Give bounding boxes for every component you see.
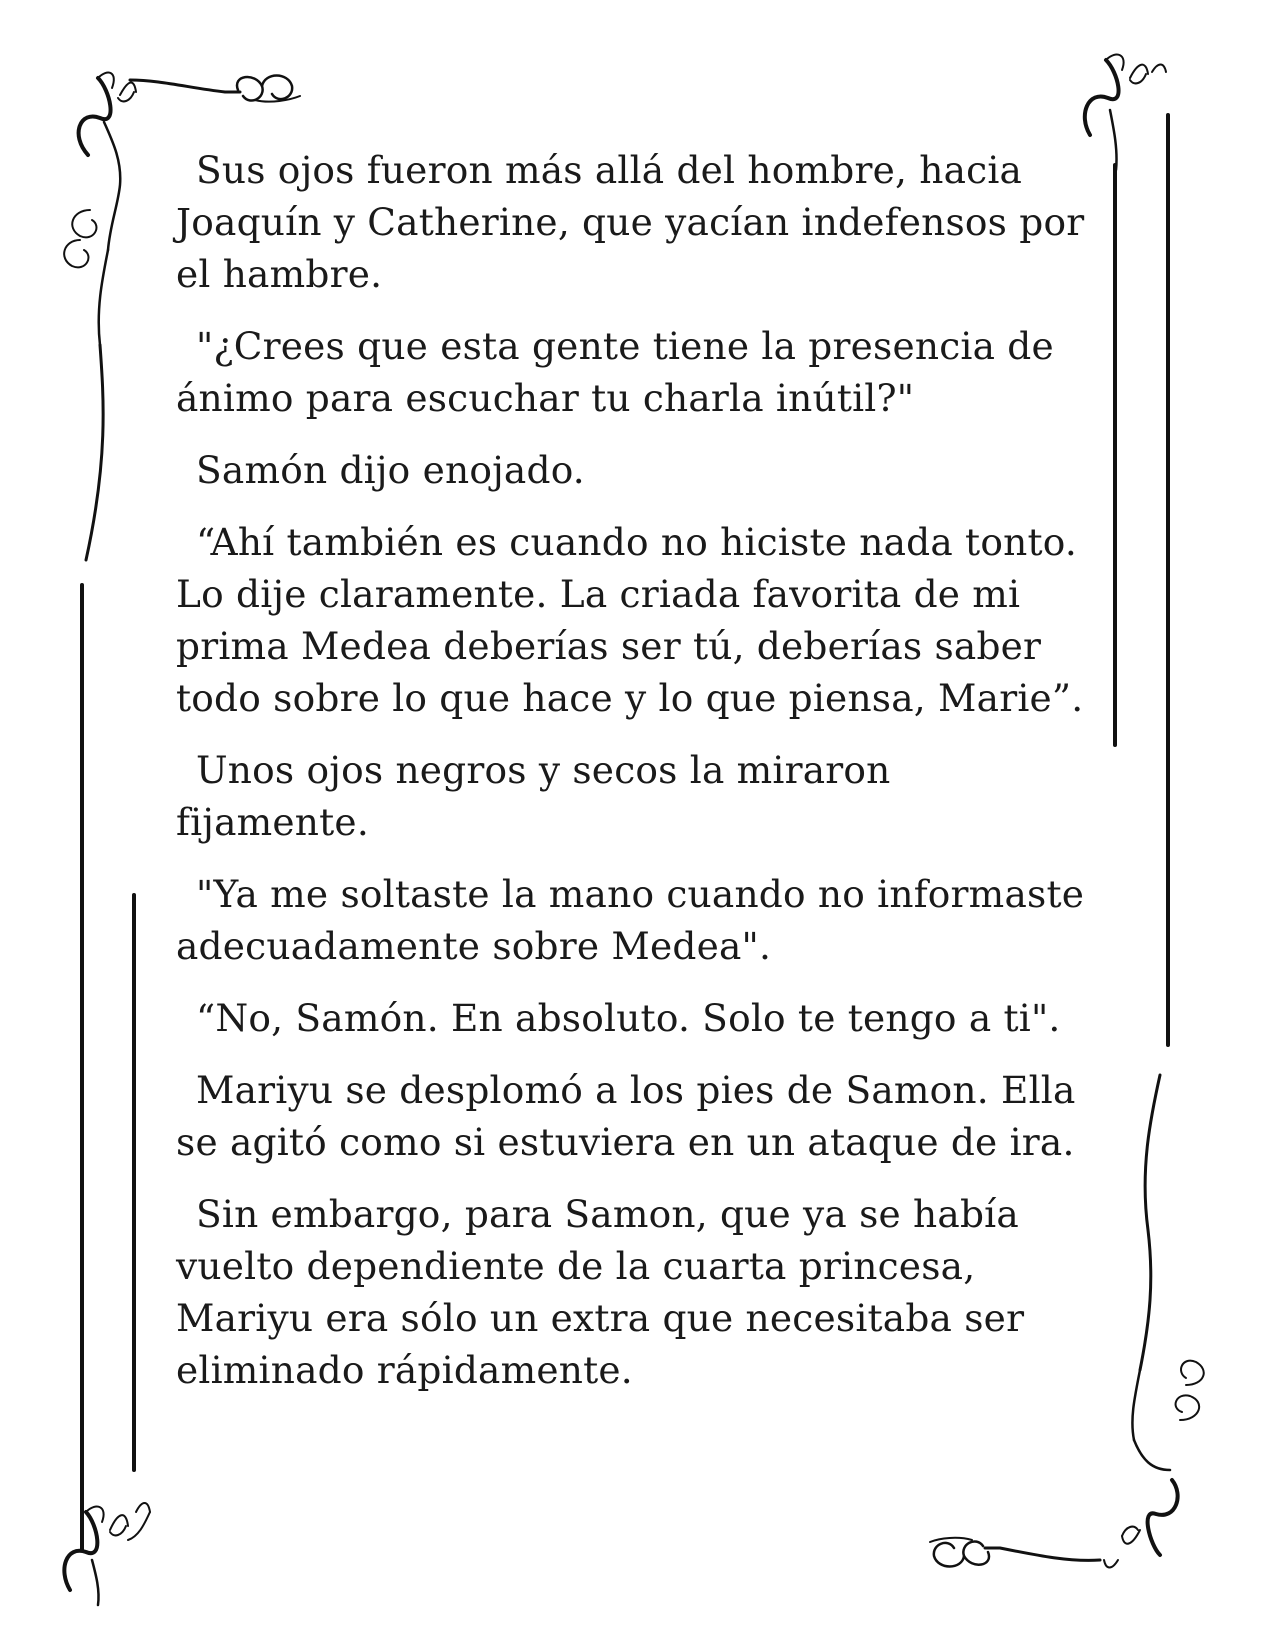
body-text — [176, 144, 1091, 1416]
paragraph: "¿Crees que esta gente tiene la presencia de ánimo para escuchar tu charla inútil?" — [176, 324, 1054, 420]
paragraph: Samón dijo enojado. — [196, 448, 585, 492]
paragraph: “No, Samón. En absoluto. Solo te tengo a ti". — [196, 996, 1061, 1040]
paragraph: Sin embargo, para Samon, que ya se había vuelto dependiente de la cuarta princesa, Mariyu era sólo un extra que necesitaba ser eliminado rápidamente. — [176, 1192, 1025, 1392]
paragraph: "Ya me soltaste la mano cuando no informaste adecuadamente sobre Medea". — [176, 872, 1085, 968]
paragraph: Sus ojos fueron más allá del hombre, hacia Joaquín y Catherine, que yacían indefensos por el hambre. — [176, 148, 1085, 296]
paragraph: Mariyu se desplomó a los pies de Samon. Ella se agitó como si estuviera en un ataque de ira. — [176, 1068, 1076, 1164]
paragraph: Unos ojos negros y secos la miraron fijamente. — [176, 748, 891, 844]
flourish-bottom-left-icon — [64, 1503, 150, 1605]
paragraph: “Ahí también es cuando no hiciste nada tonto. Lo dije claramente. La criada favorita de mi prima Medea deberías ser tú, deberías saber todo sobre lo que hace y lo que piensa, Marie”. — [176, 520, 1084, 720]
flourish-top-right-icon — [1085, 55, 1166, 170]
